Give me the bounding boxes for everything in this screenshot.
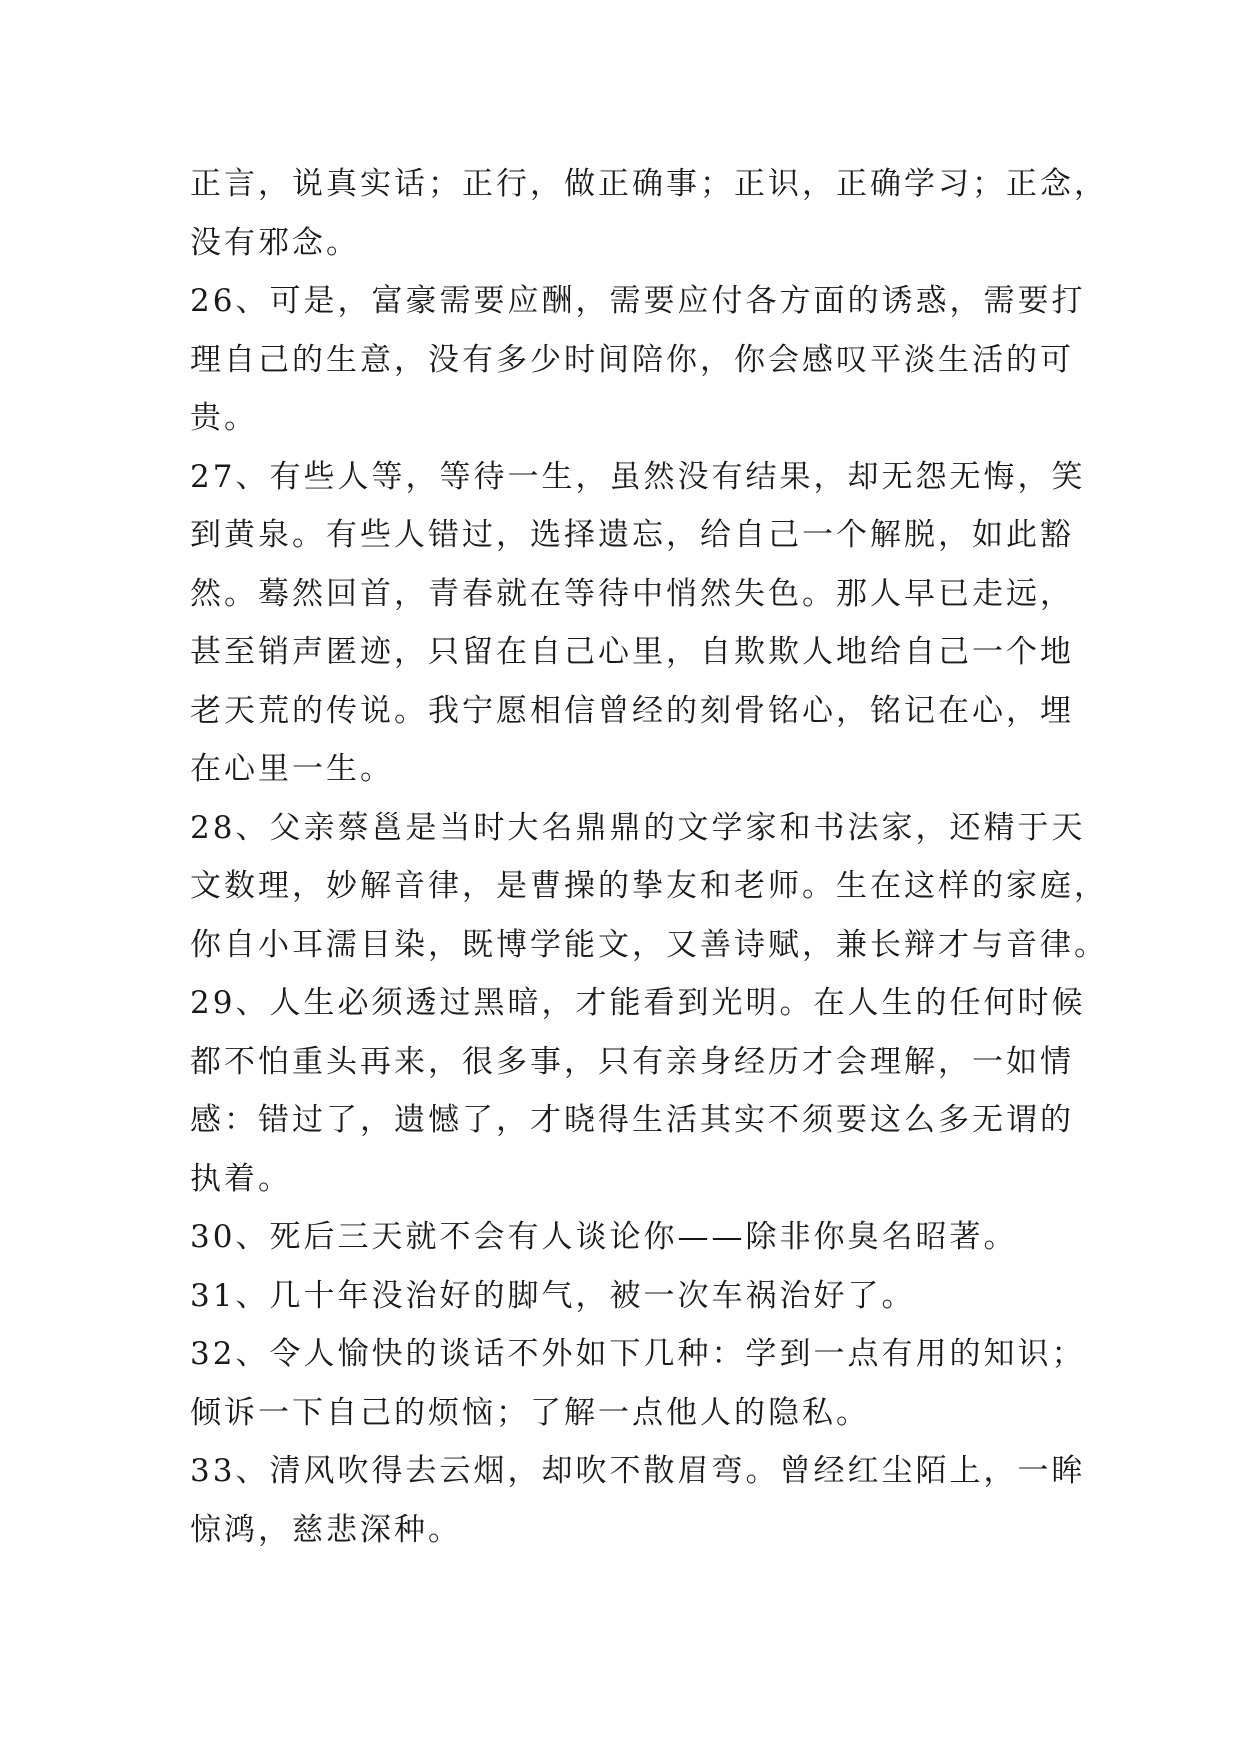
text-line: 惊鸿，慈悲深种。 [190,1511,462,1548]
text-line: 正言，说真实话；正行，做正确事；正识，正确学习；正念， [190,166,1108,202]
text-line: 然。蓦然回首，青春就在等待中悄然失色。那人早已走远， [190,575,1074,612]
text-line: 33、清风吹得去云烟，却吹不散眉弯。曾经红尘陌上，一眸 [190,1453,1086,1489]
text-line: 26、可是，富豪需要应酬，需要应付各方面的诱惑，需要打 [190,283,1086,319]
text-line: 感：错过了，遗憾了，才晓得生活其实不须要这么多无谓的 [190,1102,1074,1138]
text-line: 29、人生必须透过黑暗，才能看到光明。在人生的任何时候 [190,985,1086,1021]
text-line: 在心里一生。 [190,751,394,787]
text-line: 老天荒的传说。我宁愿相信曾经的刻骨铭心，铭记在心，埋 [190,692,1074,729]
text-line: 32、令人愉快的谈话不外如下几种：学到一点有用的知识； [190,1336,1086,1372]
text-line: 27、有些人等，等待一生，虽然没有结果，却无怨无悔，笑 [190,458,1086,495]
text-line: 都不怕重头再来，很多事，只有亲身经历才会理解，一如情 [190,1043,1074,1080]
text-line: 理自己的生意，没有多少时间陪你，你会感叹平淡生活的可 [190,341,1074,378]
text-line: 执着。 [190,1160,292,1197]
text-line: 倾诉一下自己的烦恼；了解一点他人的隐私。 [190,1394,870,1431]
text-line: 到黄泉。有些人错过，选择遗忘，给自己一个解脱，如此豁 [190,517,1074,553]
text-line: 贵。 [190,400,258,436]
text-line: 没有邪念。 [190,224,360,261]
text-line: 文数理，妙解音律，是曹操的挚友和老师。生在这样的家庭， [190,868,1108,904]
text-line: 你自小耳濡目染，既博学能文，又善诗赋，兼长辩才与音律。 [190,926,1108,963]
document-body [190,155,1108,1559]
text-line: 甚至销声匿迹，只留在自己心里，自欺欺人地给自己一个地 [190,634,1074,670]
text-line: 30、死后三天就不会有人谈论你——除非你臭名昭著。 [190,1219,1018,1255]
text-line: 31、几十年没治好的脚气，被一次车祸治好了。 [190,1277,916,1314]
text-line: 28、父亲蔡邕是当时大名鼎鼎的文学家和书法家，还精于天 [190,809,1086,846]
